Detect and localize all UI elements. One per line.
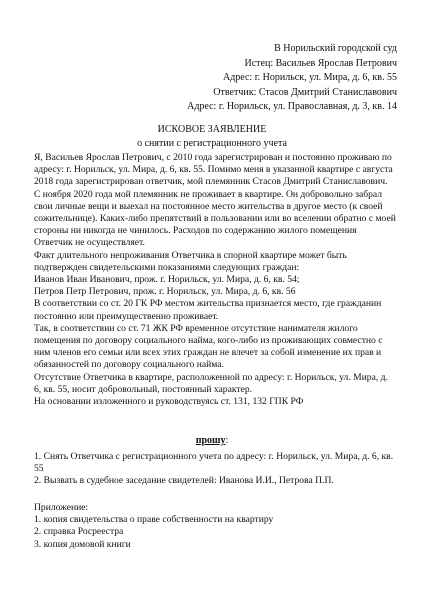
body-paragraph: Отсутствие Ответчика в квартире, расположенной по адресу: г. Норильск, ул. Мира, д. 6, кв. 55, носит добровольный, постоянный характер. bbox=[34, 371, 388, 395]
defendant-name: Ответчик: Стасов Дмитрий Станиславович bbox=[213, 86, 397, 98]
request-colon: : bbox=[225, 435, 229, 446]
annex-block bbox=[34, 502, 396, 551]
document-title: ИСКОВОЕ ЗАЯВЛЕНИЕ bbox=[157, 124, 267, 135]
addressee-block bbox=[187, 42, 397, 115]
body-paragraph: С ноября 2020 года мой племянник не проживает в квартире. Он добровольно забрал свои личные вещи и выехал на постоянное место жительства в другое место (к своей сожительнице). Каких-либо препятствий в пользовании или во вселении обратно с моей стороны ни никогда не чинилось. Расходов по содержанию жилого помещения Ответчик не осуществляет. bbox=[34, 188, 396, 249]
body-paragraph: Так, в соответствии со ст. 71 ЖК РФ временное отсутствие нанимателя жилого помещения по договору социального найма, кого-либо из проживающих совместно с ним членов его семьи или всех этих граждан не влечет за собой изменение их прав и обязанностей по договору социального найма. bbox=[34, 322, 383, 371]
annex-heading: Приложение: bbox=[34, 502, 89, 513]
document-title-block bbox=[0, 123, 424, 151]
annex-item: 3. копия домовой книги bbox=[34, 538, 131, 550]
body-paragraph: На основании изложенного и руководствуясь ст. 131, 132 ГПК РФ bbox=[34, 396, 304, 408]
defendant-address: Адрес: г. Норильск, ул. Православная, д. 3, кв. 14 bbox=[187, 101, 397, 113]
court-name: В Норильский городской суд bbox=[274, 43, 397, 54]
request-list bbox=[34, 451, 396, 488]
body-paragraph: Факт длительного непроживания Ответчика в спорной квартире может быть подтвержден свидетельскими показаниями следующих граждан: bbox=[34, 249, 347, 273]
annex-item: 1. копия свидетельства о праве собственности на квартиру bbox=[34, 514, 274, 526]
document-subtitle: о снятии с регистрационного учета bbox=[137, 138, 287, 149]
body-paragraph: В соответствии со ст. 20 ГК РФ местом жительства признается место, где гражданин постоянно или преимущественно проживает. bbox=[34, 298, 382, 322]
annex-item: 2. справка Росреестра bbox=[34, 526, 124, 538]
request-word: прошу bbox=[195, 435, 226, 446]
request-item: 1. Снять Ответчика с регистрационного учета по адресу: г. Норильск, ул. Мира, д. 6, кв. 55 bbox=[34, 451, 394, 475]
witness-line: Петров Петр Петрович, прож. г. Норильск, ул. Мира, д. 6, кв. 56 bbox=[34, 286, 296, 298]
request-heading bbox=[0, 434, 424, 448]
claim-body bbox=[34, 152, 396, 408]
witness-line: Иванов Иван Иванович, прож. г. Норильск, ул. Мира, д. 6, кв. 54; bbox=[34, 274, 300, 286]
plaintiff-name: Истец: Васильев Ярослав Петрович bbox=[244, 57, 397, 69]
body-paragraph: Я, Васильев Ярослав Петрович, с 2010 года зарегистрирован и постоянно проживаю по адресу: г. Норильск, ул. Мира, д. 6, кв. 55. Помимо меня в указанной квартире с августа 2018 года зарегистрирован ответчик, мой племянник Стасов Дмитрий Станиславович. bbox=[34, 152, 393, 188]
request-item: 2. Вызвать в судебное заседание свидетелей: Иванова И.И., Петрова П.П. bbox=[34, 475, 334, 487]
plaintiff-address: Адрес: г. Норильск, ул. Мира, д. 6, кв. 55 bbox=[222, 72, 397, 84]
